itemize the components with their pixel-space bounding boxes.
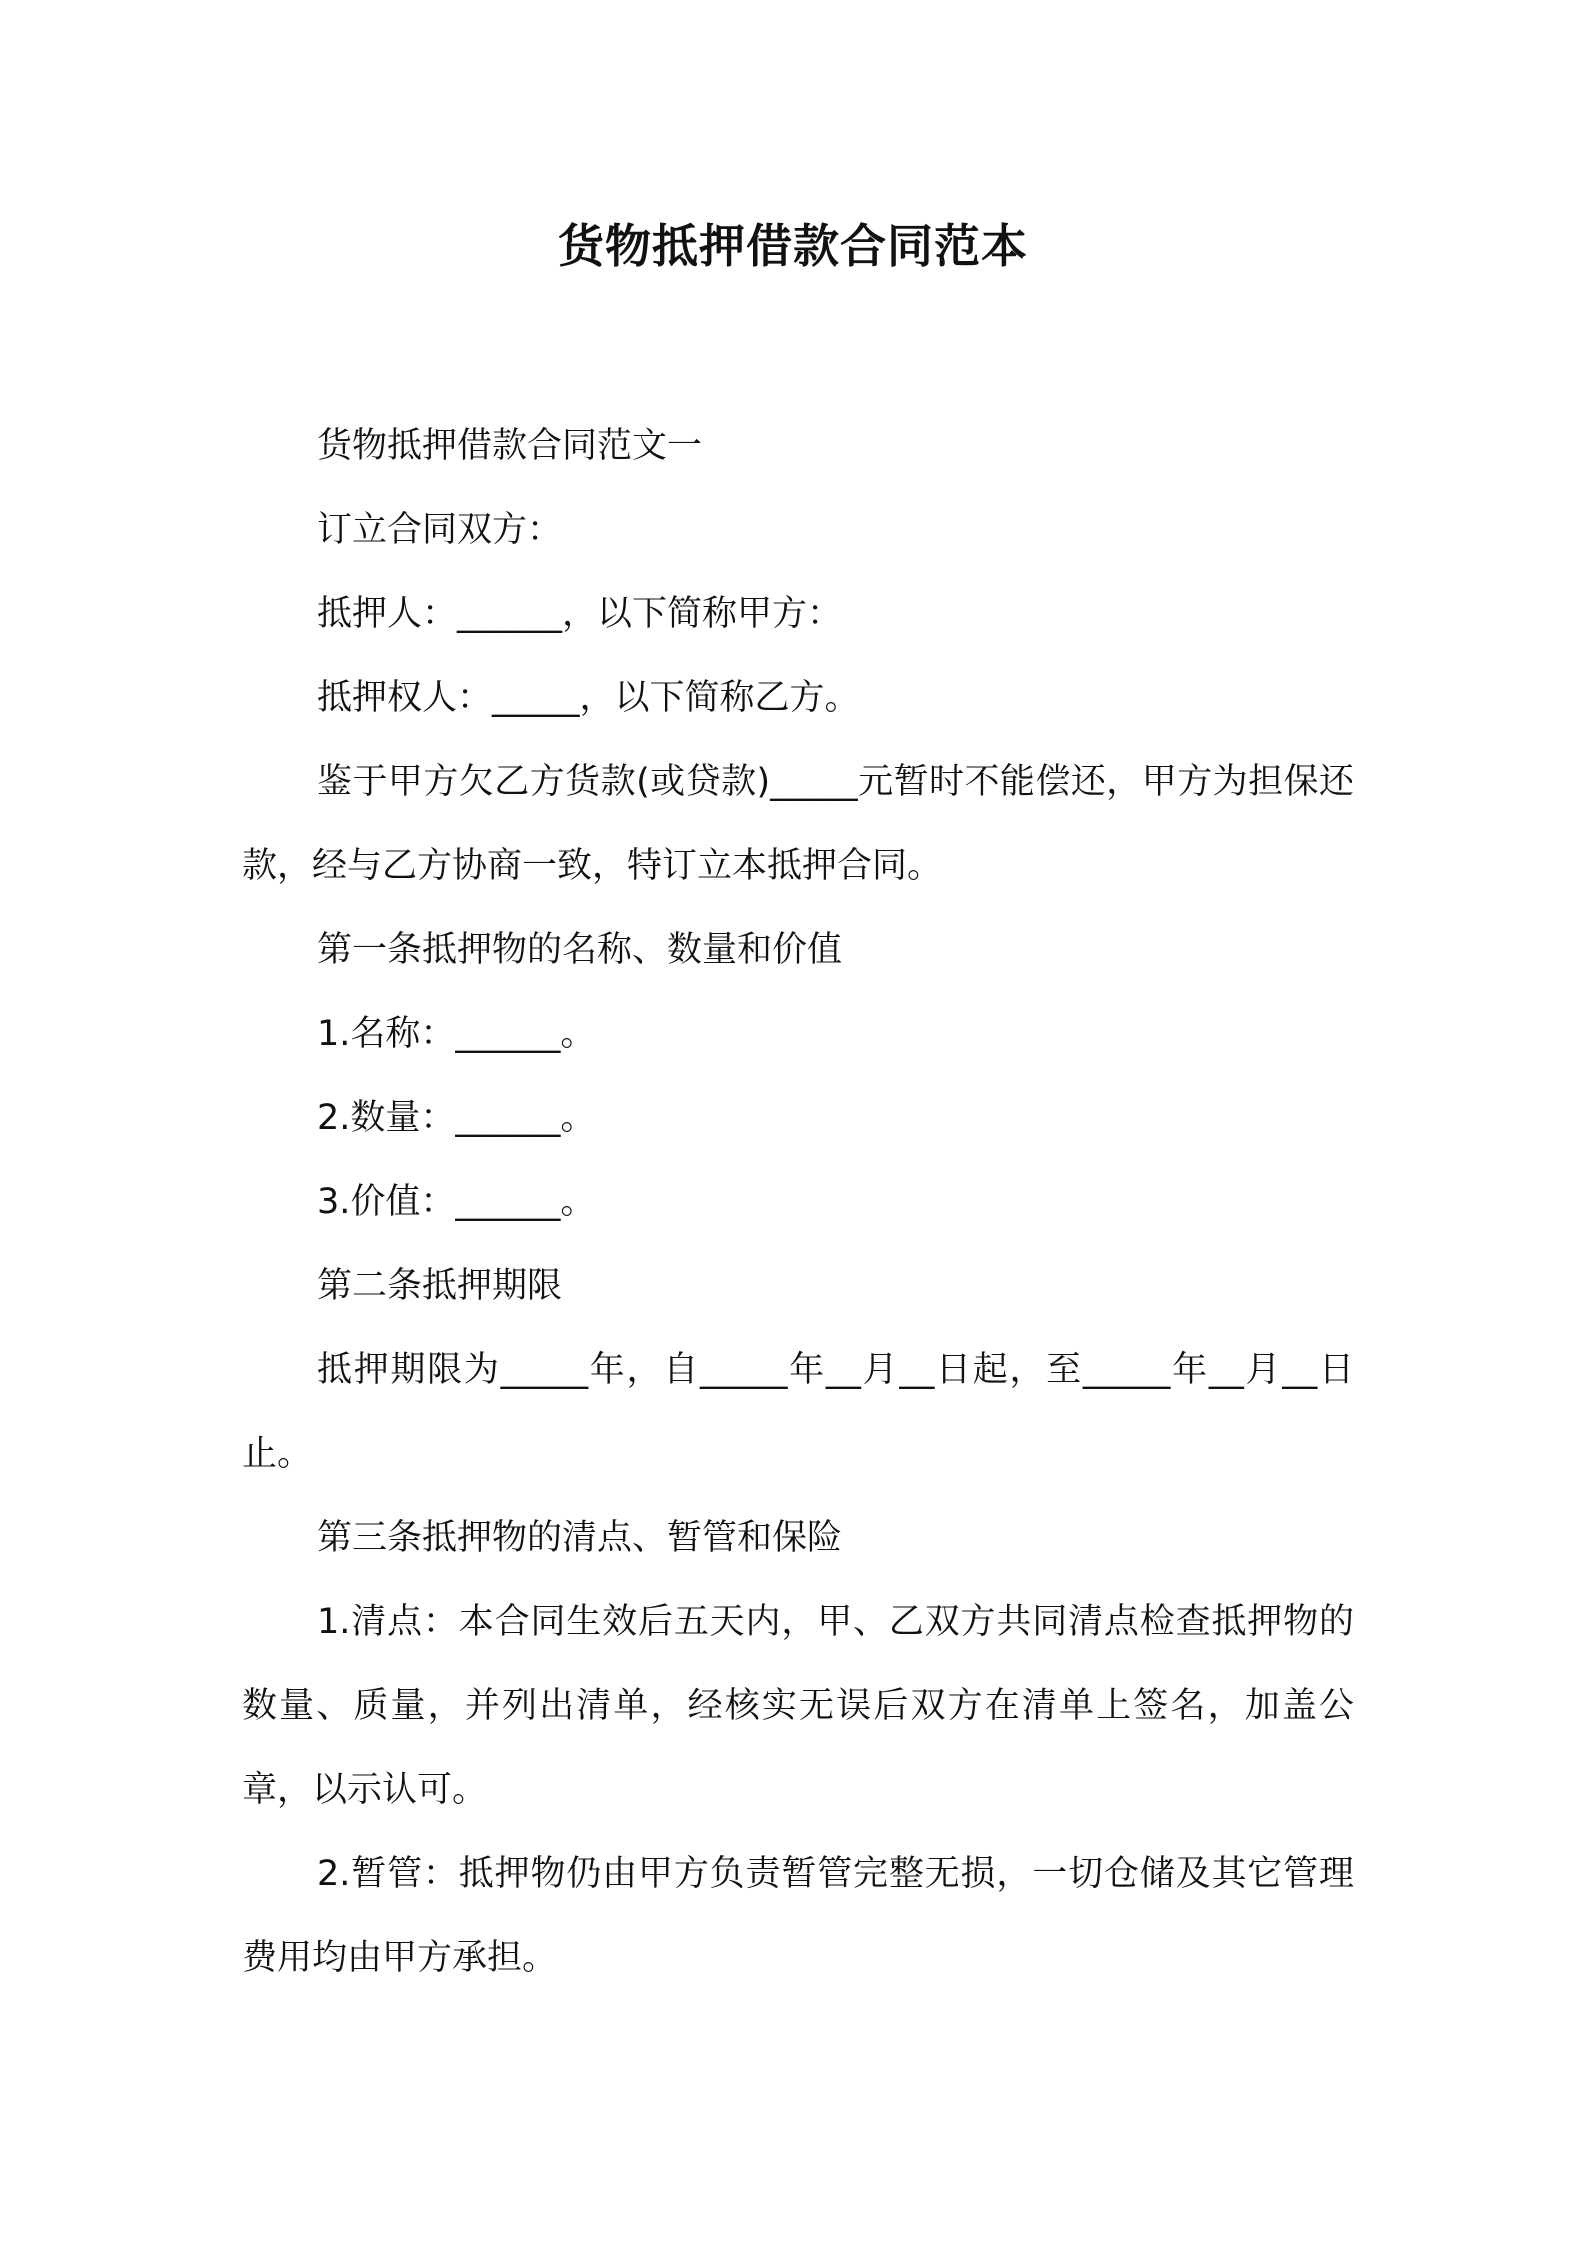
article-one-heading: 第一条抵押物的名称、数量和价值 [317,930,843,970]
item-quantity-line: 2.数量：______。 [317,1098,596,1138]
item-name-line: 1.名称：______。 [317,1014,596,1054]
preamble-paragraph: 鉴于甲方欠乙方货款(或贷款)_____元暂时不能偿还，甲方为担保还款，经与乙方协商一致，特订立本抵押合同。 [242,762,1354,886]
article-three-heading: 第三条抵押物的清点、暂管和保险 [317,1518,843,1558]
mortgagor-line: 抵押人：______，以下简称甲方： [317,594,843,634]
document-body [242,404,1354,2000]
document-title: 货物抵押借款合同范本 [558,219,1028,273]
mortgage-term-paragraph: 抵押期限为_____年，自_____年__月__日起，至_____年__月__日止。 [242,1350,1354,1474]
inventory-paragraph: 1.清点：本合同生效后五天内，甲、乙双方共同清点检查抵押物的数量、质量，并列出清单，经核实无误后双方在清单上签名，加盖公章，以示认可。 [242,1602,1354,1810]
section-heading-sample-one: 货物抵押借款合同范文一 [317,426,703,466]
mortgagee-line: 抵押权人：_____，以下简称乙方。 [317,678,860,718]
custody-paragraph: 2.暂管：抵押物仍由甲方负责暂管完整无损，一切仓储及其它管理费用均由甲方承担。 [242,1854,1354,1978]
item-value-line: 3.价值：______。 [317,1182,596,1222]
parties-heading: 订立合同双方： [317,510,563,550]
article-two-heading: 第二条抵押期限 [317,1266,563,1306]
